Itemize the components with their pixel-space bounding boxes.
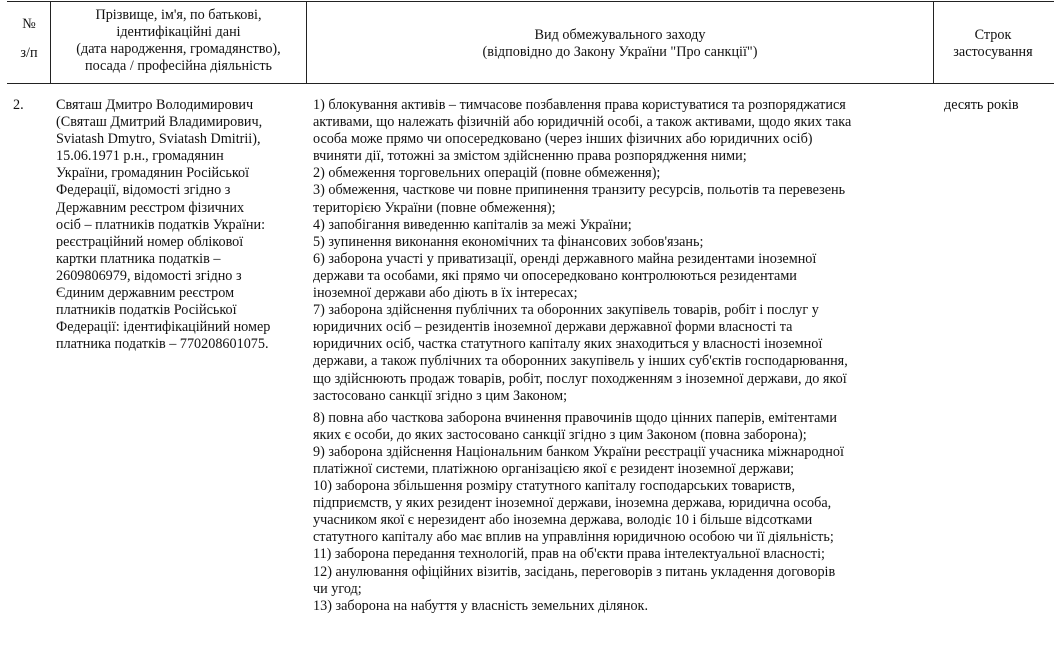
header-line: посада / професійна діяльність bbox=[85, 58, 272, 74]
header-number-abbrev: з/п bbox=[20, 45, 38, 61]
measure-line: 6) заборона участі у приватизації, оренді державного майна резидентами іноземної bbox=[313, 250, 817, 267]
measure-line: 4) запобігання виведенню капіталів за межі України; bbox=[313, 216, 632, 233]
measure-line: яких є особи, до яких застосовано санкції згідно з цим Законом (повна заборона); bbox=[313, 426, 807, 443]
header-measure bbox=[307, 27, 933, 61]
measure-line: 2) обмеження торговельних операцій (повне обмеження); bbox=[313, 165, 661, 182]
header-line: застосування bbox=[953, 44, 1033, 60]
person-line: 2609806979, відомості згідно з bbox=[56, 267, 242, 284]
person-line: платника податків – 770208601075. bbox=[56, 336, 269, 353]
measure-line: держави, а також публічних та оборонних закупівель у інших суб'єктів господарювання, bbox=[313, 353, 848, 370]
measure-line: застосовано санкції згідно з цим Законом; bbox=[313, 387, 568, 404]
measure-line: держави та особами, які прямо чи опосередковано контролюються резидентами bbox=[313, 267, 797, 284]
measure-line: підприємств, у яких резидент іноземної держави, іноземна держава, юридична особа, bbox=[313, 495, 832, 512]
measure-line: 12) анулювання офіційних візитів, засідань, переговорів з питань укладення договорів bbox=[313, 563, 836, 580]
measure-line: територією України (повне обмеження); bbox=[313, 199, 556, 216]
measure-line: 10) заборона збільшення розміру статутного капіталу господарських товариств, bbox=[313, 478, 796, 495]
person-line: України, громадянин Російської bbox=[56, 165, 250, 182]
header-number-symbol: № bbox=[22, 16, 36, 32]
measure-item bbox=[313, 97, 933, 165]
person-line: Єдиним державним реєстром bbox=[56, 285, 235, 302]
measure-line: вчиняти дії, тотожні за змістом здійсненню права розпорядження ними; bbox=[313, 148, 747, 165]
person-line: осіб – платників податків України: bbox=[56, 216, 266, 233]
measure-line: 3) обмеження, часткове чи повне припинення транзиту ресурсів, польотів та перевезень bbox=[313, 182, 846, 199]
measure-line: 7) заборона здійснення публічних та оборонних закупівель товарів, робіт і послуг у bbox=[313, 302, 819, 319]
term-value: десять років bbox=[944, 97, 1019, 113]
measure-line: 5) зупинення виконання економічних та фінансових зобов'язань; bbox=[313, 233, 704, 250]
measure-line: що здійснюють продаж товарів, робіт, послуг походженням з іноземної держави, до якої bbox=[313, 370, 847, 387]
measure-item bbox=[313, 598, 933, 615]
measure-item bbox=[313, 444, 933, 478]
measure-line: 1) блокування активів – тимчасове позбавлення права користуватися та розпоряджатися bbox=[313, 97, 846, 113]
measure-item bbox=[313, 234, 933, 251]
header-term bbox=[934, 27, 1052, 61]
person-line: (Святаш Дмитрий Владимирович, bbox=[56, 114, 263, 131]
person-line: платників податків Російської bbox=[56, 302, 237, 319]
table-header-border bbox=[7, 83, 1054, 84]
measures-list bbox=[313, 97, 933, 615]
measure-line: юридичних осіб – резидентів іноземної держави державної форми власності та bbox=[313, 319, 793, 336]
person-line: Державним реєстром фізичних bbox=[56, 199, 245, 216]
person-line: Sviatash Dmytro, Sviatash Dmitrii), bbox=[56, 131, 261, 148]
person-line: картки платника податків – bbox=[56, 250, 221, 267]
measure-item bbox=[313, 564, 933, 598]
person-line: Федерації: ідентифікаційний номер bbox=[56, 319, 271, 336]
person-details bbox=[56, 97, 304, 353]
header-line: (дата народження, громадянство), bbox=[76, 41, 281, 57]
measure-line: юридичних осіб, частка статутного капіталу яких знаходиться у власності іноземної bbox=[313, 336, 823, 353]
measure-line: статутного капіталу або має вплив на управління юридичною особою чи її діяльність; bbox=[313, 529, 834, 546]
person-line: Федерації, відомості згідно з bbox=[56, 182, 231, 199]
person-line: реєстраційний номер облікової bbox=[56, 233, 244, 250]
header-line: ідентифікаційні дані bbox=[116, 24, 241, 40]
measure-line: учасником якої є нерезидент або іноземна держава, володіє 10 і більше відсотками bbox=[313, 512, 813, 529]
measure-line: платіжної системи, платіжною організацією якої є резидент іноземної держави; bbox=[313, 460, 795, 477]
measure-item bbox=[313, 182, 933, 216]
table-top-border bbox=[7, 1, 1054, 2]
header-line: Прізвище, ім'я, по батькові, bbox=[95, 7, 262, 23]
measure-item bbox=[313, 410, 933, 444]
measure-line: чи угод; bbox=[313, 580, 362, 597]
measure-line: особа може прямо чи опосередковано (через інших фізичних або юридичних осіб) bbox=[313, 131, 813, 148]
header-line: (відповідно до Закону України "Про санкції") bbox=[482, 44, 758, 60]
measure-line: 8) повна або часткова заборона вчинення правочинів щодо цінних паперів, емітентами bbox=[313, 409, 837, 426]
person-line: 15.06.1971 р.н., громадянин bbox=[56, 148, 224, 165]
measure-item bbox=[313, 478, 933, 546]
measure-line: 9) заборона здійснення Національним банком України реєстрації учасника міжнародної bbox=[313, 443, 844, 460]
header-line: Строк bbox=[974, 27, 1012, 43]
row-number: 2. bbox=[13, 97, 24, 113]
person-line: Святаш Дмитро Володимирович bbox=[56, 97, 254, 113]
header-number bbox=[8, 16, 50, 62]
measure-line: 11) заборона передання технологій, прав на об'єкти права інтелектуальної власності; bbox=[313, 546, 825, 563]
measure-line: активами, що належать фізичній або юридичній особі, а також активами, щодо яких така bbox=[313, 114, 852, 131]
measure-item bbox=[313, 165, 933, 182]
measure-item bbox=[313, 251, 933, 302]
measure-item bbox=[313, 546, 933, 563]
header-person bbox=[51, 7, 306, 75]
measure-line: 13) заборона на набуття у власність земельних ділянок. bbox=[313, 597, 648, 614]
header-line: Вид обмежувального заходу bbox=[534, 27, 706, 43]
measure-item bbox=[313, 217, 933, 234]
measure-item bbox=[313, 302, 933, 405]
measure-line: іноземної держави або діють в їх інтересах; bbox=[313, 285, 578, 302]
